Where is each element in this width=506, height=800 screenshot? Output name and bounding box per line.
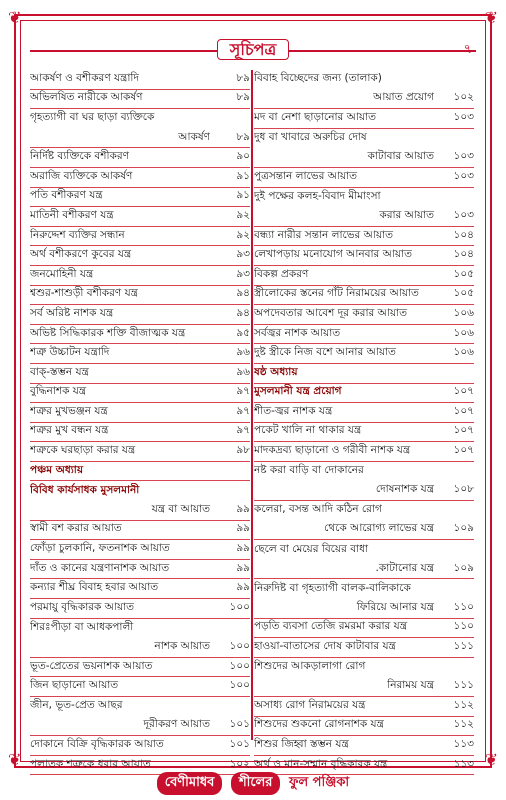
toc-entry-title: পঞ্চম অধ্যায় [30,463,84,476]
toc-entry-title: জীন, ভূত-প্রেত আছর [30,699,123,712]
toc-entry [30,717,250,737]
toc-entry [30,148,250,168]
corner-ornament-icon: ❦ [484,750,498,769]
toc-entry-page: ৯৭ [236,385,250,398]
toc-entry-title: শীত-জ্বর নাশক যন্ত্র [254,404,333,417]
toc-entry-page: ১০৫ [453,287,474,300]
toc-entry-title: শিশুর জিহ্বা স্তম্ভন যন্ত্র [254,737,349,750]
toc-entry [30,286,250,306]
toc-table [30,70,476,770]
toc-entry-page: ১০৭ [453,444,474,457]
toc-entry-title: বিবিধ কার্যসাধক মুসলমানী [30,483,140,496]
toc-entry [254,560,474,580]
toc-entry [254,344,474,364]
page-header [30,38,476,64]
page-title-text: সূচিপত্র [217,39,289,60]
toc-entry-page: ১০২ [229,757,250,770]
toc-entry [254,188,474,208]
toc-entry [30,658,250,678]
toc-entry [254,305,474,325]
toc-entry-page: ১১২ [453,718,474,731]
toc-entry-title: নাশক আয়াত [154,640,210,653]
toc-entry [254,90,474,110]
toc-entry-title: অসাধ্য রোগ নিরাময়ের যন্ত্র [254,698,366,711]
toc-entry [254,501,474,521]
toc-entry-title: অভিলষিত নারীকে আকর্ষণ [30,91,143,104]
toc-entry-page: ৮৯ [236,71,250,84]
toc-entry-title: ছেলে বা মেয়ের বিয়ের বাধা [254,542,369,555]
toc-entry-page: ১০৬ [453,326,474,339]
toc-entry-title: শত্রুর মুখ বন্ধন যন্ত্র [30,424,109,437]
toc-entry [30,129,250,149]
toc-entry-title: অরাজি ব্যক্তিকে আকর্ষণ [30,169,133,182]
toc-entry-page: ১০৯ [453,561,474,574]
toc-entry-title: লেখাপড়ায় মনোযোগ আনবার আয়াত [254,248,412,261]
toc-entry [30,697,250,717]
toc-entry [30,344,250,364]
toc-entry [254,227,474,247]
toc-entry-title: ষষ্ঠ অধ্যায় [254,365,298,378]
toc-entry-title: দাঁত ও কানের যন্ত্রণানাশক আয়াত [30,561,170,574]
toc-entry-title: পরমায়ু বৃদ্ধিকারক আয়াত [30,600,135,613]
toc-entry-title: মদ বা নেশা ছাড়ানোর আয়াত [254,110,376,123]
toc-entry-title: নিরাময় যন্ত্র [387,679,434,692]
toc-entry-title: সর্ব অরিষ্ট নাশক যন্ত্র [30,306,114,319]
toc-entry-page: ৯২ [236,208,250,221]
footer-brand [0,772,506,795]
toc-entry-page: ১০৩ [453,110,474,123]
toc-entry-page: ৮৯ [236,130,250,143]
toc-entry [30,560,250,580]
toc-entry [254,364,474,384]
toc-entry [30,246,250,266]
toc-entry [30,207,250,227]
toc-entry-title: ফিরিয়ে আনার যন্ত্র [356,600,434,613]
toc-entry [254,148,474,168]
toc-entry [30,70,250,90]
toc-entry-page: ৯১ [236,189,250,202]
toc-entry-title: অর্থ ও মান-সম্মান বৃদ্ধিকারক যন্ত্র [254,757,388,770]
toc-entry [30,599,250,619]
toc-entry [254,717,474,737]
toc-entry [30,266,250,286]
toc-entry [254,168,474,188]
toc-entry-page: ৯৬ [236,365,250,378]
toc-entry-title: নিরুদ্দেশ ব্যক্তির সন্ধান [30,228,125,241]
toc-entry-title: সর্বজ্বর নাশক আয়াত [254,326,341,339]
toc-entry-page: ৯৩ [236,267,250,280]
toc-entry-title: স্ত্রীলোকের স্তনের গাঁট নিরাময়ের আয়াত [254,287,419,300]
footer-brand-part2: শীলের [231,772,280,795]
toc-entry-title: .কাটানোর যন্ত্র [375,561,434,574]
toc-entry [30,168,250,188]
toc-entry [30,442,250,462]
toc-entry-page: ৯৯ [236,542,250,555]
toc-entry-page: ১০০ [229,640,250,653]
toc-entry-page: ৯৪ [236,287,250,300]
toc-entry-page: ১০৯ [453,522,474,535]
toc-entry-page: ৯৯ [236,581,250,594]
toc-entry [254,266,474,286]
toc-entry [254,207,474,227]
toc-entry-title: পলাতক শত্রুকে ধরার আয়াত [30,757,151,770]
toc-entry-title: জিন ছাড়ানো আয়াত [30,679,119,692]
toc-entry [30,384,250,404]
toc-entry [30,188,250,208]
toc-entry-page: ১১৩ [453,757,474,770]
corner-ornament-icon: ❦ [8,750,22,769]
toc-entry [30,325,250,345]
toc-entry-title: নিরুদিষ্ট বা গৃহত্যাগী বালক-বালিকাকে [254,581,411,594]
toc-entry-page: ১০৭ [453,385,474,398]
toc-entry-page: ৯৯ [236,522,250,535]
toc-entry-title: কাটাবার আয়াত [367,150,434,163]
toc-entry-page: ১০৬ [453,346,474,359]
toc-entry [254,442,474,462]
toc-entry-title: পুত্রসন্তান লাভের আয়াত [254,169,358,182]
toc-entry-page: ৯৩ [236,248,250,261]
toc-entry [254,521,474,541]
toc-entry [30,677,250,697]
toc-entry [254,697,474,717]
toc-entry [254,619,474,639]
toc-entry-page: ১০৫ [453,267,474,280]
toc-entry-page: ১১১ [453,640,474,653]
toc-entry [254,599,474,619]
toc-entry-page: ৯৮ [236,444,250,457]
toc-entry-page: ১০৩ [453,208,474,221]
toc-entry [30,364,250,384]
page-title [30,38,476,62]
toc-entry-page: ১০৭ [453,424,474,437]
toc-right-column [254,70,474,770]
toc-entry [30,109,250,129]
toc-entry-page: ১০৬ [453,306,474,319]
toc-entry-page: ৯৬ [236,346,250,359]
toc-entry [254,736,474,756]
toc-entry-page: ১১০ [453,600,474,613]
toc-entry-title: গৃহত্যাগী বা ঘর ছাড়া ব্যক্তিকে [30,111,155,124]
toc-entry-title: নষ্ট করা বাড়ি বা দোকানের [254,464,364,477]
toc-entry-title: পড়তি ব্যবসা তেজি রমরমা করার যন্ত্র [254,620,407,633]
toc-entry-page: ১১১ [453,679,474,692]
toc-entry-page: ৯৪ [236,306,250,319]
toc-entry-page: ১০১ [229,737,250,750]
toc-entry [30,462,250,482]
toc-entry-page: ১০৪ [453,248,474,261]
toc-entry-title: আকর্ষণ ও বশীকরণ যন্ত্রাদি [30,71,139,84]
toc-entry [254,246,474,266]
toc-entry-page: ১০৪ [453,228,474,241]
toc-entry-title: ফোঁড়া চুলকানি, ফতনাশক আয়াত [30,542,170,555]
toc-entry [30,736,250,756]
toc-entry [254,384,474,404]
toc-entry-title: দুষ্ট স্ত্রীকে নিজ বশে আনার আয়াত [254,346,396,359]
toc-entry-title: শত্রুর মুখভঞ্জন যন্ত্র [30,404,108,417]
toc-entry-title: শিশুদের শুকনো রোগনাশক যন্ত্র [254,718,384,731]
corner-ornament-icon: ❦ [8,8,22,27]
toc-entry-page: ৯৭ [236,404,250,417]
toc-entry [254,286,474,306]
toc-entry-page: ১০৮ [453,483,474,496]
column-divider [251,70,253,740]
toc-entry [254,658,474,678]
toc-entry-page: ১০০ [229,679,250,692]
toc-entry [254,462,474,482]
toc-entry-title: শিরঃপীড়া বা আধকপালী [30,620,134,633]
toc-entry-title: অর্থ বশীকরণে কুবের যন্ত্র [30,248,132,261]
toc-entry-title: কলেরা, বসন্ত আদি কঠিন রোগ [254,503,382,516]
toc-entry-page: ১০৩ [453,150,474,163]
toc-entry-title: বুদ্ধিনাশক যন্ত্র [30,385,87,398]
toc-entry-page: ১১২ [453,698,474,711]
toc-left-column [30,70,250,770]
toc-entry [254,403,474,423]
toc-entry-title: মাদকদ্রব্য ছাড়ানো ও গরীবী নাশক যন্ত্র [254,444,411,457]
toc-entry-title: যন্ত্র বা আয়াত [151,502,210,515]
toc-entry-title: শিশুদের আকড়ালাগা রোগ [254,660,366,673]
footer-brand-part3: ফুল পঞ্জিকা [288,775,350,790]
toc-entry-title: হাওয়া-বাতাসের দোষ কাটাবার যন্ত্র [254,640,396,653]
corner-ornament-icon: ❦ [484,8,498,27]
toc-entry-page: ৯২ [236,228,250,241]
toc-entry-title: শ্বশুর-শাশুড়ী বশীকরণ যন্ত্র [30,287,138,300]
toc-entry-page: ৯০ [236,150,250,163]
toc-entry-title: বিবাহ বিচ্ছেদের জন্য (তালাক) [254,72,382,85]
toc-entry [30,619,250,639]
toc-entry [254,70,474,90]
toc-entry-title: শত্রুকে ঘরছাড়া করার যন্ত্র [30,444,136,457]
toc-entry-page: ১০০ [229,659,250,672]
toc-entry-page: ৯১ [236,169,250,182]
toc-entry-title: অপদেবতার আবেশ দূর করার আয়াত [254,306,407,319]
toc-entry [254,481,474,501]
toc-entry-title: দোষনাশক যন্ত্র [375,483,434,496]
toc-entry-title: মাতিনী বশীকরণ যন্ত্র [30,208,114,221]
toc-entry-page: ১০১ [229,718,250,731]
toc-entry [254,109,474,129]
toc-entry-title: কন্যার শীঘ্র বিবাহ হবার আয়াত [30,581,159,594]
toc-entry-title: করার আয়াত [379,208,434,221]
toc-entry-title: দোকানে বিক্রি বৃদ্ধিকারক আয়াত [30,737,164,750]
toc-entry-title: বিকল্প প্রকরণ [254,267,309,280]
toc-entry [30,227,250,247]
toc-entry [30,579,250,599]
toc-entry [254,677,474,697]
toc-entry [30,521,250,541]
toc-entry-title: নির্দিষ্ট ব্যক্তিকে বশীকরণ [30,150,129,163]
toc-entry-title: জনমোহিনী যন্ত্র [30,267,94,280]
toc-entry-page: ৯৭ [236,424,250,437]
toc-entry-title: শত্রু উচ্চাটন যন্ত্রাদি [30,346,110,359]
toc-entry-title: অভিষ্ট সিদ্ধিকারক শক্তি বীজাত্মক যন্ত্র [30,326,186,339]
toc-entry [254,579,474,599]
toc-entry-page: ৯৯ [236,502,250,515]
toc-entry-page: ১১০ [453,620,474,633]
toc-entry [30,481,250,501]
toc-entry-title: পতি বশীকরণ যন্ত্র [30,189,103,202]
toc-entry [30,501,250,521]
toc-entry [30,90,250,110]
footer-brand-part1: বেণীমাধব [157,772,223,795]
toc-entry-page: ৮৯ [236,91,250,104]
toc-entry-title: আকর্ষণ [178,130,210,143]
page-number: ৭ [463,42,472,57]
toc-entry [254,325,474,345]
toc-entry-title: ভূত-প্রেতের ভয়নাশক আয়াত [30,659,153,672]
toc-entry-title: থেকে আরোগ্য লাভের যন্ত্র [324,522,434,535]
toc-entry-title: স্বামী বশ করার আয়াত [30,522,122,535]
toc-entry-title: বাক্‌-স্তম্ভন যন্ত্র [30,365,89,378]
toc-entry-title: বন্ধ্যা নারীর সন্তান লাভের আয়াত [254,228,393,241]
toc-entry-page: ১০০ [229,600,250,613]
toc-entry-title: মুসলমানী যন্ত্র প্রয়োগ [254,385,342,398]
toc-entry-title: দুধ বা খাবারে অরুচির দোষ [254,131,367,144]
toc-entry-page: ১১৩ [453,737,474,750]
toc-entry [30,305,250,325]
toc-entry-page: ৯৫ [236,326,250,339]
toc-entry [30,403,250,423]
toc-entry [254,540,474,560]
toc-entry-page: ৯৯ [236,561,250,574]
toc-entry [30,540,250,560]
toc-entry-title: আয়াত প্রয়োগ [373,91,434,104]
toc-entry [254,638,474,658]
toc-entry [30,638,250,658]
toc-entry [254,423,474,443]
toc-entry-title: দুই পক্ষের কলহ-বিবাদ মীমাংসা [254,189,381,202]
toc-entry-page: ১০৭ [453,404,474,417]
toc-entry-page: ১০৩ [453,169,474,182]
toc-entry [30,423,250,443]
toc-entry-title: দূরীকরণ আয়াত [143,718,210,731]
toc-entry-title: পকেট খালি না থাকার যন্ত্র [254,424,362,437]
toc-entry-page: ১০২ [453,91,474,104]
toc-entry [254,129,474,149]
